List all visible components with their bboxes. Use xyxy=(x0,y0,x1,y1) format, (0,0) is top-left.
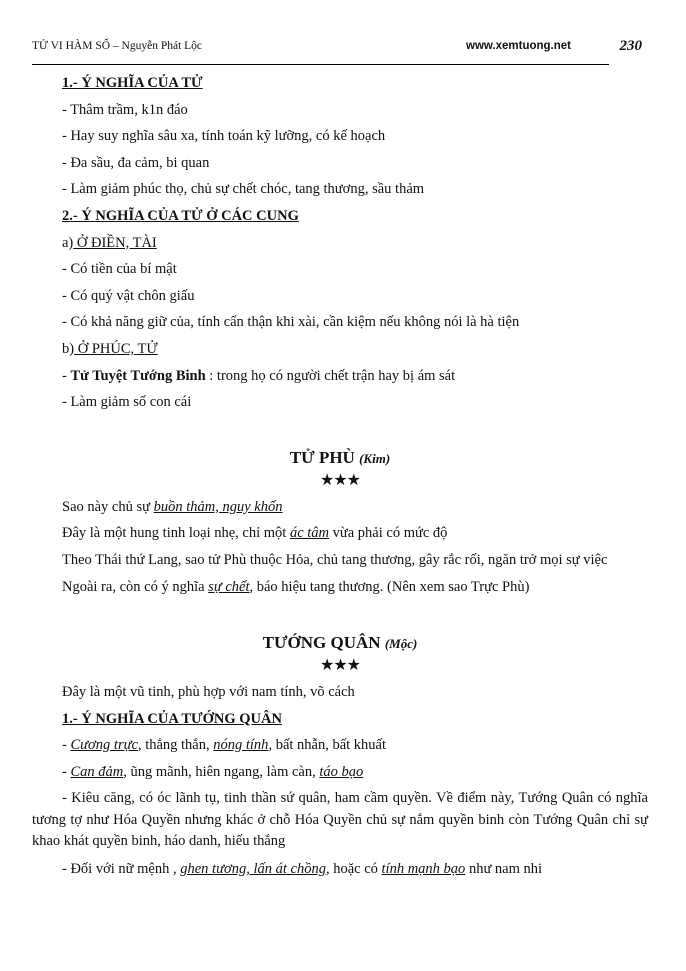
header-website: www.xemtuong.net xyxy=(466,40,571,52)
rating-stars: ★★★ xyxy=(319,657,361,674)
text: , hoặc có xyxy=(325,860,382,877)
emphasis: Can đảm xyxy=(70,763,124,780)
text: , thẳng thắn, xyxy=(137,737,214,754)
page-body xyxy=(32,70,648,882)
star-title-tuong-quan xyxy=(32,629,648,657)
list-item: - Thâm trầm, k1n đáo xyxy=(62,101,188,118)
star-title-tu-phu xyxy=(32,444,648,472)
item-text: : trong họ có người chết trận hay bị ám sát xyxy=(205,367,456,384)
emphasis: Cương trực xyxy=(70,737,138,754)
list-item xyxy=(32,363,648,390)
header-rule xyxy=(32,64,609,65)
text: - Đối với nữ mệnh , xyxy=(62,860,181,877)
list-item xyxy=(32,856,648,883)
subheading-dien-tai xyxy=(32,230,648,257)
paragraph xyxy=(32,520,648,547)
list-item: - Làm giảm phúc thọ, chủ sự chết chóc, tang thương, sầu thảm xyxy=(62,181,425,198)
paragraph: - Kiêu căng, có óc lãnh tụ, tinh thần sứ quân, ham cầm quyền. Về điểm này, Tướng Quân có nghĩa tương tợ như Hóa Quyền nhưng khác ở chỗ Hóa Quyền chủ sự nắm quyền binh còn Tướng Quân chỉ sự khao khát quyền binh, háo danh, hiếu thắng xyxy=(32,790,648,850)
star-element: (Mộc) xyxy=(384,636,418,651)
list-item: - Có khả năng giữ của, tính cẩn thận khi xài, cần kiệm nếu không nói là hà tiện xyxy=(62,314,520,331)
paragraph xyxy=(32,574,648,601)
text: - xyxy=(62,737,71,754)
text: Ngoài ra, còn có ý nghĩa xyxy=(62,579,209,596)
section-heading-palaces: 2.- Ý NGHĨA CỦA TỬ Ở CÁC CUNG xyxy=(62,207,299,224)
item-bold-term: Tử Tuyệt Tướng Binh xyxy=(70,367,206,384)
emphasis: buồn thảm, nguy khốn xyxy=(153,498,283,515)
subheading-label: Ở ĐIỀN, TÀI xyxy=(73,234,157,251)
item-prefix: - xyxy=(62,367,71,384)
paragraph xyxy=(32,494,648,521)
spacer xyxy=(32,416,648,444)
paragraph: Theo Thái thứ Lang, sao tử Phù thuộc Hỏa, chủ tang thương, gây rắc rối, ngăn trở mọi sự việc xyxy=(62,551,608,568)
text: như nam nhi xyxy=(465,860,543,877)
list-item: - Có quý vật chôn giấu xyxy=(62,287,195,304)
page-header xyxy=(32,40,648,60)
subheading-label: Ở PHÚC, TỬ xyxy=(74,340,158,357)
emphasis: ghen tương, lấn át chồng xyxy=(180,860,326,877)
star-name: TỬ PHÙ xyxy=(289,447,355,467)
spacer xyxy=(32,601,648,629)
list-item xyxy=(32,759,648,786)
list-item xyxy=(32,732,648,759)
list-item: - Hay suy nghĩa sâu xa, tính toán kỹ lưỡng, có kế hoạch xyxy=(62,128,386,145)
section-heading-meaning: 1.- Ý NGHĨA CỦA TỬ xyxy=(62,75,203,91)
emphasis: ác tâm xyxy=(289,525,329,542)
emphasis: tính mạnh bạo xyxy=(381,860,466,877)
star-element: (Kim) xyxy=(359,450,391,466)
list-item: - Có tiền của bí mật xyxy=(62,261,177,278)
list-item: - Đa sầu, đa cảm, bi quan xyxy=(62,154,210,171)
header-book-title: TỬ VI HÀM SỐ – Nguyễn Phát Lộc xyxy=(32,40,203,52)
rating-stars: ★★★ xyxy=(319,471,361,489)
emphasis: nóng tính xyxy=(213,737,269,754)
subheading-prefix: b) xyxy=(62,340,75,357)
emphasis: sự chết xyxy=(208,579,250,596)
subheading-prefix: a) xyxy=(62,234,74,251)
text: , bất nhẫn, bất khuất xyxy=(268,737,387,754)
text: , ũng mãnh, hiên ngang, làm càn, xyxy=(123,763,320,780)
subheading-phuc-tu xyxy=(32,336,648,363)
text: Đây là một hung tinh loại nhẹ, chỉ một xyxy=(62,525,290,542)
page-number: 230 xyxy=(619,38,642,54)
emphasis: táo bạo xyxy=(319,763,364,780)
text: , báo hiệu tang thương. (Nên xem sao Trực Phù) xyxy=(249,579,530,596)
text: vừa phải có mức độ xyxy=(329,525,448,542)
list-item: - Làm giảm số con cái xyxy=(62,394,192,411)
star-name: TƯỚNG QUÂN xyxy=(262,633,381,652)
section-heading-tuong-quan: 1.- Ý NGHĨA CỦA TƯỚNG QUÂN xyxy=(62,710,282,727)
paragraph: Đây là một vũ tinh, phù hợp với nam tính, võ cách xyxy=(62,684,355,700)
text: - xyxy=(62,763,71,780)
text: Sao này chủ sự xyxy=(62,498,154,515)
